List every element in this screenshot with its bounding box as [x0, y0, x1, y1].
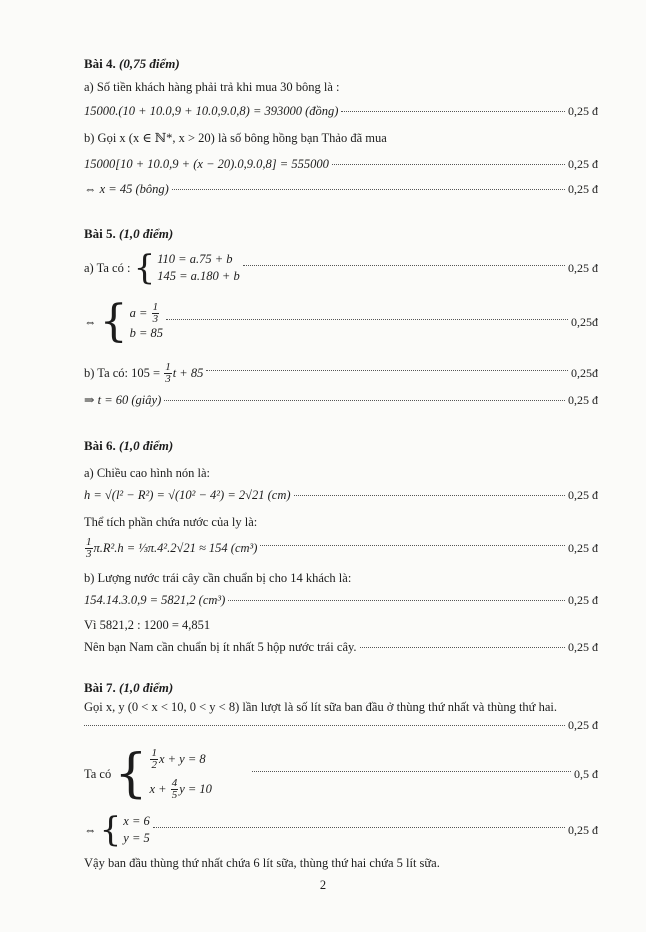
bai6-a-calc-line: h = √(l² − R²) = √(10² − 4²) = 2√21 (cm) 0,25 đ: [84, 488, 598, 502]
score: 0,25 đ: [568, 393, 598, 407]
bai4-b-calc-line: [84, 157, 598, 172]
bai7-system: $\frac{1}{2}$ x + y = 8 x + $\frac{4}{5}$ y = 10: [149, 746, 212, 801]
dot-leader: [260, 545, 565, 546]
score: 0,25đ: [571, 365, 598, 380]
dot-leader: [206, 370, 568, 371]
bai4-a-calc-line: [84, 104, 598, 119]
bai5-title: Bài 5.: [84, 226, 116, 241]
bai7-points: (1,0 điểm): [119, 680, 174, 695]
bai7-conclusion: Vậy ban đầu thùng thứ nhất chứa 6 lít sữa, thùng thứ hai chứa 5 lít sữa.: [84, 856, 440, 870]
left-brace: {: [114, 744, 148, 804]
bai6-b-calc-line: 154.14.3.0,9 = 5821,2 (cm³) 0,25 đ: [84, 593, 598, 607]
fraction: $\frac{4}{5}$: [171, 776, 178, 801]
bai4-points: (0,75 điểm): [119, 56, 180, 71]
bai7-intro-score-line: [84, 718, 598, 733]
bai4-b-calc: 15000[10 + 10.0,9 + (x − 20).0,9.0,8] = 555000: [84, 157, 329, 171]
bai7-system-line: Ta có { $\frac{1}{2}$ x + y = 8 x + $\frac{4}{5}$ y = 10 0,5 đ: [84, 744, 598, 804]
score: 0,25 đ: [568, 640, 598, 654]
bai6-b-conclusion-line: Nên bạn Nam cần chuẩn bị ít nhất 5 hộp nước trái cây. 0,25 đ: [84, 640, 598, 654]
page-number: 2: [319, 878, 327, 892]
score: 0,5 đ: [574, 766, 598, 781]
bai4-title: Bài 4.: [84, 56, 116, 71]
bai4-b-result: ⇔ x = 45 (bông): [84, 182, 169, 196]
dot-leader: [228, 600, 565, 601]
bai5-a-system-line: [84, 248, 598, 288]
score: 0,25 đ: [568, 540, 598, 555]
bai4-b-intro: b) Gọi x (x ∈ ℕ*, x > 20) là số bông hồng bạn Thảo đã mua: [84, 131, 387, 145]
bai4-b-result-line: [84, 182, 598, 197]
fraction: $\frac{1}{3}$: [152, 301, 159, 325]
bai5-a-system: 110 = a.75 + b 145 = a.180 + b: [157, 252, 240, 283]
score: 0,25 đ: [568, 182, 598, 196]
left-brace: {: [99, 810, 122, 850]
bai4-a-intro: a) Số tiền khách hàng phải trả khi mua 30 bông là :: [84, 80, 340, 94]
bai4-heading: [84, 56, 598, 72]
score: 0,25 đ: [568, 104, 598, 118]
bai4-a-calc: 15000.(10 + 10.0,9 + 10.0,9.0,8) = 393000 (đồng): [84, 104, 339, 118]
bai5-b-line: b) Ta có: 105 = $\frac{1}{3}$ t + 85 0,25đ: [84, 360, 598, 385]
score: 0,25 đ: [568, 488, 598, 502]
dot-leader: [332, 164, 565, 165]
bai5-a-solution-line: ⇔ { a = $\frac{1}{3}$ b = 85 0,25đ: [84, 296, 598, 347]
bai7-intro: Gọi x, y (0 < x < 10, 0 < y < 8) lần lượt là số lít sữa ban đầu ở thùng thứ nhất và thùng thứ hai.: [84, 700, 557, 714]
left-brace: {: [99, 296, 128, 347]
fraction: $\frac{1}{2}$: [151, 746, 157, 771]
fraction: $\frac{1}{3}$: [165, 360, 171, 385]
bai6-a-intro: a) Chiều cao hình nón là:: [84, 466, 211, 480]
dot-leader: [341, 111, 565, 112]
bai5-heading: [84, 226, 598, 242]
bai5-a-solution: a = $\frac{1}{3}$ b = 85: [129, 301, 164, 340]
dot-leader: [252, 771, 571, 772]
dot-leader: [164, 400, 565, 401]
bai6-points: (1,0 điểm): [119, 438, 174, 453]
bai7-title: Bài 7.: [84, 680, 116, 695]
score: 0,25 đ: [568, 260, 598, 275]
bai6-vol-line: $\frac{1}{3}$ π.R².h = ⅓π.4².2√21 ≈ 154 (cm³) 0,25 đ: [86, 535, 598, 560]
score: 0,25 đ: [568, 157, 598, 171]
bai5-b-result-line: ⇒ t = 60 (giây) 0,25 đ: [84, 393, 598, 407]
bai5-points: (1,0 điểm): [119, 226, 174, 241]
dot-leader: [166, 319, 568, 320]
score: 0,25 đ: [568, 718, 598, 732]
bai6-b-intro: b) Lượng nước trái cây cần chuẩn bị cho 14 khách là:: [84, 571, 352, 585]
bai7-heading: [84, 680, 598, 696]
dot-leader: [243, 265, 565, 266]
score: 0,25 đ: [568, 822, 598, 837]
bai6-heading: [84, 438, 598, 454]
score: 0,25 đ: [568, 593, 598, 607]
bai6-b-div: Vì 5821,2 : 1200 = 4,851: [84, 618, 211, 632]
dot-leader: [360, 647, 565, 648]
dot-leader: [294, 495, 565, 496]
left-brace: {: [133, 248, 156, 288]
bai7-solution-line: ⇔ { x = 6 y = 5 0,25 đ: [84, 810, 598, 850]
bai6-title: Bài 6.: [84, 438, 116, 453]
dot-leader: [172, 189, 565, 190]
fraction: $\frac{1}{3}$: [86, 535, 92, 560]
bai5-a-label: a) Ta có :: [84, 260, 131, 275]
dot-leader: [153, 827, 565, 828]
score: 0,25đ: [571, 314, 598, 329]
bai6-vol-intro: Thể tích phần chứa nước của ly là:: [84, 515, 258, 529]
bai7-solution: x = 6 y = 5: [123, 814, 150, 845]
dot-leader: [84, 725, 565, 726]
